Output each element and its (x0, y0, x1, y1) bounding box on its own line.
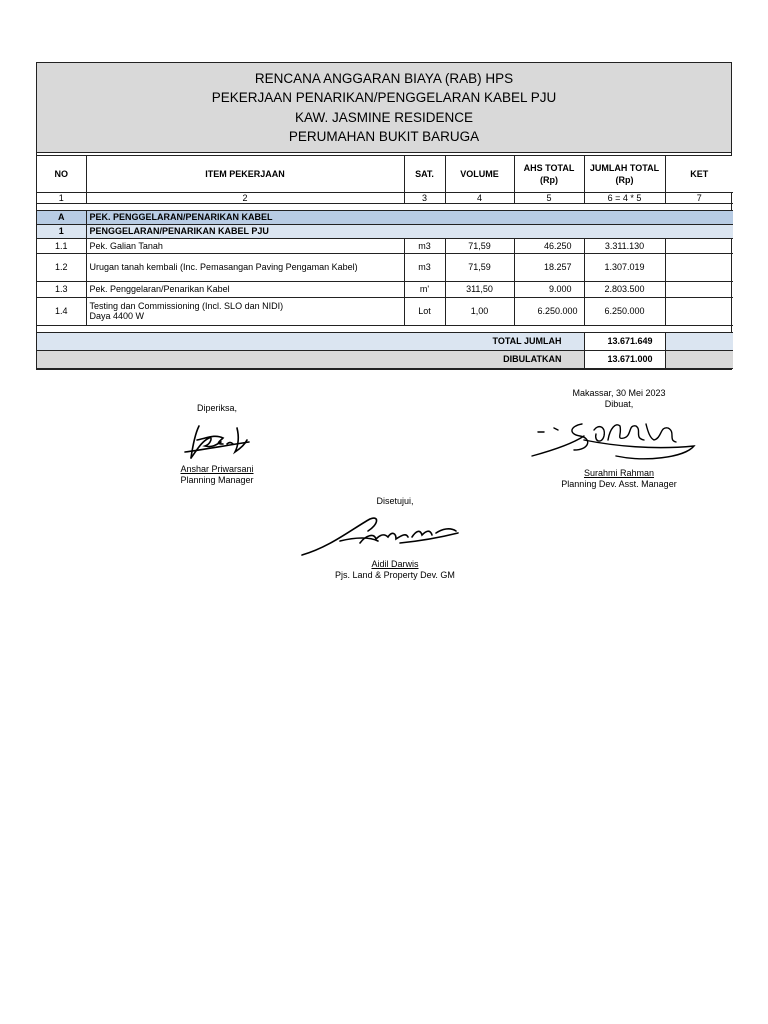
signature-block-checked (157, 403, 277, 486)
checked-signature-image (157, 414, 277, 464)
item-desc: Pek. Galian Tanah (86, 238, 404, 253)
made-title: Planning Dev. Asst. Manager (561, 479, 677, 489)
column-number: 7 (665, 192, 733, 203)
item-volume: 1,00 (445, 297, 514, 325)
section-title: PEK. PENGGELARAN/PENARIKAN KABEL (86, 210, 733, 224)
document-header (37, 63, 731, 153)
table-row (37, 281, 733, 297)
item-desc-line-2: Daya 4400 W (89, 311, 145, 321)
table-row (37, 297, 733, 325)
subsection-title: PENGGELARAN/PENARIKAN KABEL PJU (86, 224, 733, 238)
cost-table (37, 156, 733, 369)
item-no: 1.1 (37, 238, 86, 253)
column-number: 2 (86, 192, 404, 203)
table-row (37, 238, 733, 253)
made-name: Surahmi Rahman (583, 468, 655, 478)
approved-label: Disetujui, (376, 496, 414, 506)
col-header-ket: KET (665, 156, 733, 192)
item-no: 1.4 (37, 297, 86, 325)
subsection-code: 1 (37, 224, 86, 238)
item-sat: m3 (404, 238, 445, 253)
item-sat: m3 (404, 253, 445, 281)
item-jumlah: 2.803.500 (584, 281, 665, 297)
approved-name: Aidil Darwis (371, 559, 419, 569)
col-header-ahs: AHS TOTAL (Rp) (514, 156, 584, 192)
item-desc: Pek. Penggelaran/Penarikan Kabel (86, 281, 404, 297)
item-no: 1.3 (37, 281, 86, 297)
rounded-label: DIBULATKAN (37, 350, 584, 368)
table-header-row (37, 156, 733, 192)
signature-block-approved (300, 496, 490, 581)
column-number: 4 (445, 192, 514, 203)
spacer-row (37, 203, 733, 210)
rounded-ket (665, 350, 733, 368)
column-number: 1 (37, 192, 86, 203)
item-desc-line-1: Testing dan Commissioning (Incl. SLO dan NIDI) (89, 301, 284, 311)
approved-signature-image (300, 507, 490, 559)
item-jumlah: 3.311.130 (584, 238, 665, 253)
approved-title: Pjs. Land & Property Dev. GM (335, 570, 455, 580)
item-ahs: 46.250 (514, 238, 584, 253)
header-line-1: RENCANA ANGGARAN BIAYA (RAB) HPS (254, 70, 514, 86)
item-volume: 311,50 (445, 281, 514, 297)
item-sat: Lot (404, 297, 445, 325)
item-sat: m' (404, 281, 445, 297)
section-code: A (37, 210, 86, 224)
spacer-row (37, 325, 733, 332)
col-header-sat: SAT. (404, 156, 445, 192)
checked-name: Anshar Priwarsani (180, 464, 254, 474)
item-ket (665, 297, 733, 325)
item-jumlah: 6.250.000 (584, 297, 665, 325)
col-header-jumlah: JUMLAH TOTAL (Rp) (584, 156, 665, 192)
table-row (37, 253, 733, 281)
item-ahs: 9.000 (514, 281, 584, 297)
checked-label: Diperiksa, (196, 403, 237, 413)
item-jumlah: 1.307.019 (584, 253, 665, 281)
made-signature-image (524, 410, 714, 468)
item-desc (86, 297, 404, 325)
total-ket (665, 332, 733, 350)
col-header-item: ITEM PEKERJAAN (86, 156, 404, 192)
section-row (37, 210, 733, 224)
item-volume: 71,59 (445, 238, 514, 253)
item-volume: 71,59 (445, 253, 514, 281)
total-row (37, 332, 733, 350)
total-value: 13.671.649 (584, 332, 665, 350)
item-ket (665, 281, 733, 297)
header-line-3: KAW. JASMINE RESIDENCE (294, 109, 474, 125)
col-header-volume: VOLUME (445, 156, 514, 192)
rounded-row (37, 350, 733, 368)
col-header-no: NO (37, 156, 86, 192)
column-number: 3 (404, 192, 445, 203)
rounded-value: 13.671.000 (584, 350, 665, 368)
item-no: 1.2 (37, 253, 86, 281)
item-ahs: 6.250.000 (514, 297, 584, 325)
signature-block-made (524, 388, 714, 490)
header-line-2: PEKERJAAN PENARIKAN/PENGGELARAN KABEL PJU (211, 90, 557, 105)
column-number: 6 = 4 * 5 (584, 192, 665, 203)
made-place-date: Makassar, 30 Mei 2023 (572, 388, 666, 398)
column-number-row (37, 192, 733, 203)
made-label: Dibuat, (604, 399, 634, 409)
rab-document (36, 62, 732, 370)
item-ahs: 18.257 (514, 253, 584, 281)
column-number: 5 (514, 192, 584, 203)
header-line-4: PERUMAHAN BUKIT BARUGA (288, 129, 480, 144)
item-desc: Urugan tanah kembali (Inc. Pemasangan Paving Pengaman Kabel) (86, 253, 404, 281)
item-ket (665, 253, 733, 281)
checked-title: Planning Manager (180, 475, 254, 485)
item-ket (665, 238, 733, 253)
subsection-row (37, 224, 733, 238)
total-label: TOTAL JUMLAH (37, 332, 584, 350)
